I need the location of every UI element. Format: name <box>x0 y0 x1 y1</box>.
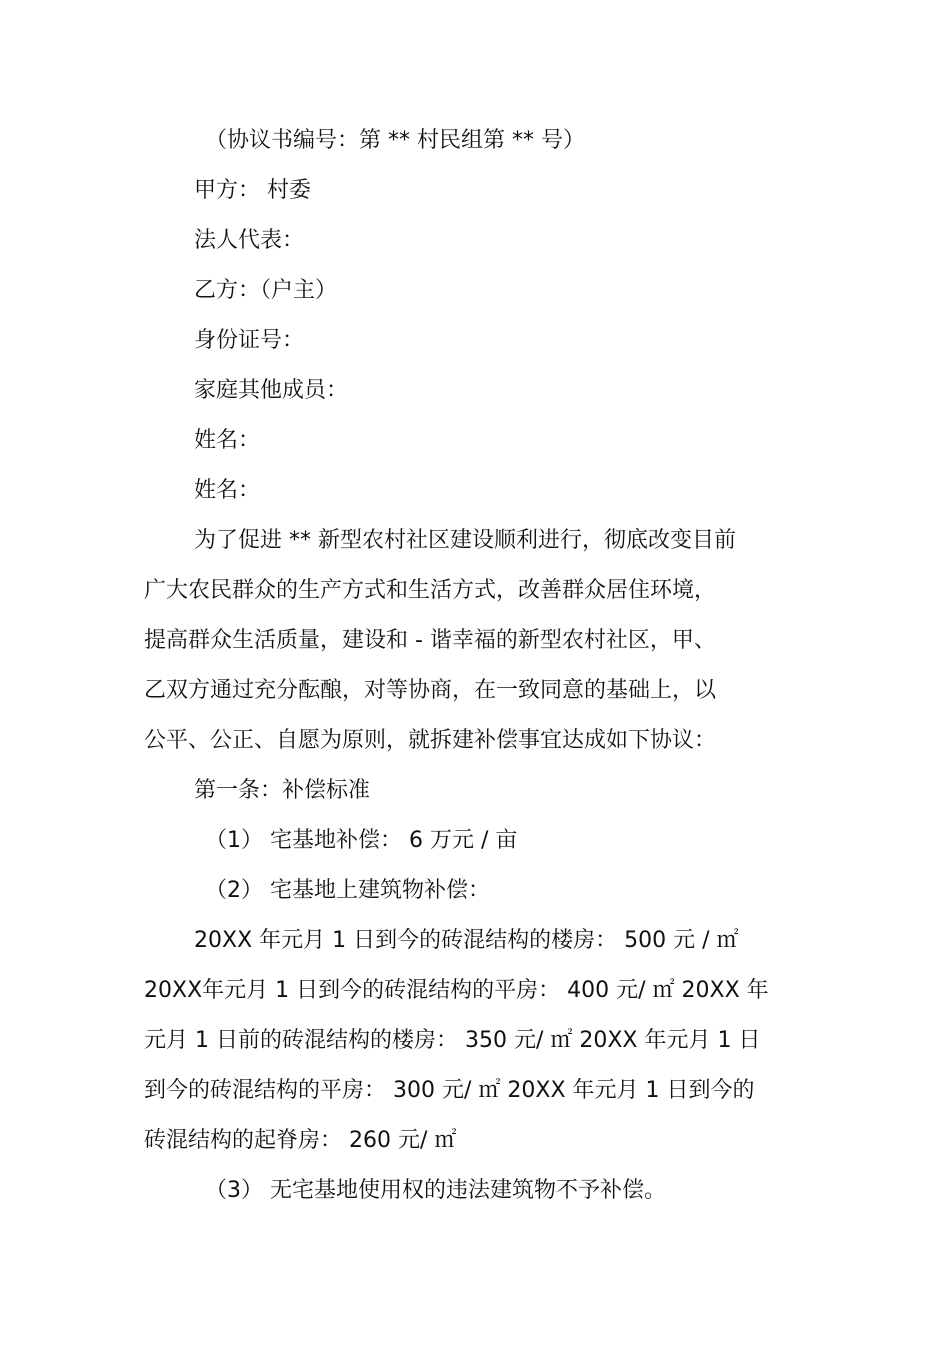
item-1: （1） 宅基地补偿： 6 万元 / 亩 <box>205 828 518 853</box>
preamble-line: 为了促进 ** 新型农村社区建设顺利进行，彻底改变目前 <box>194 528 736 553</box>
family-members: 家庭其他成员： <box>194 378 349 403</box>
building-rate-line: 砖混结构的起脊房： 260 元/ ㎡ <box>144 1128 457 1153</box>
building-rate-line: 20XX年元月 1 日到今的砖混结构的平房： 400 元/ ㎡ 20XX 年 <box>144 978 769 1003</box>
item-2: （2） 宅基地上建筑物补偿： <box>205 878 490 903</box>
article-1-title: 第一条：补偿标准 <box>194 778 371 803</box>
agreement-number: （协议书编号：第 ** 村民组第 ** 号） <box>205 128 585 153</box>
building-rate-line: 元月 1 日前的砖混结构的楼房： 350 元/ ㎡ 20XX 年元月 1 日 <box>144 1028 761 1053</box>
preamble-line: 提高群众生活质量，建设和 - 谐幸福的新型农村社区，甲、 <box>144 628 716 653</box>
legal-representative: 法人代表： <box>194 228 305 253</box>
preamble-line: 公平、公正、自愿为原则，就拆建补偿事宜达成如下协议： <box>144 728 717 753</box>
preamble-line: 乙双方通过充分酝酿，对等协商，在一致同意的基础上，以 <box>144 678 717 703</box>
preamble-line: 广大农民群众的生产方式和生活方式，改善群众居住环境， <box>144 578 717 603</box>
building-rate-line: 到今的砖混结构的平房： 300 元/ ㎡ 20XX 年元月 1 日到今的 <box>144 1078 755 1103</box>
party-a: 甲方： 村委 <box>194 178 311 203</box>
building-rate-line: 20XX 年元月 1 日到今的砖混结构的楼房： 500 元 / ㎡ <box>194 928 739 953</box>
name-line-2: 姓名： <box>194 478 261 503</box>
party-b: 乙方：（户主） <box>194 278 338 303</box>
item-3: （3） 无宅基地使用权的违法建筑物不予补偿。 <box>205 1178 666 1203</box>
name-line-1: 姓名： <box>194 428 261 453</box>
id-number: 身份证号： <box>194 328 305 353</box>
